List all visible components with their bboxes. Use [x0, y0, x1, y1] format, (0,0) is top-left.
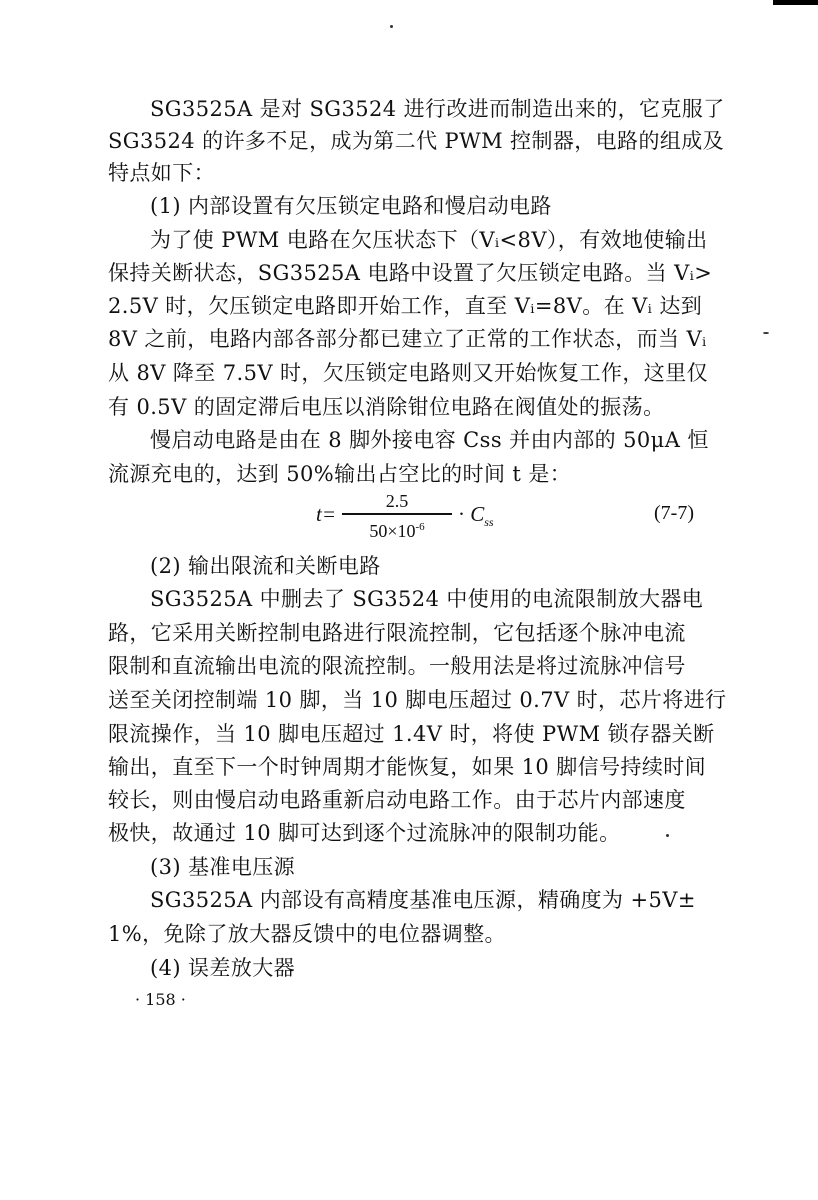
equation-fraction — [342, 490, 452, 542]
equation-variable: t — [316, 502, 322, 526]
paragraph-line: SG3525A 是对 SG3524 进行改进而制造出来的，它克服了 — [150, 97, 725, 121]
paragraph-line: 极快，故通过 10 脚可达到逐个过流脉冲的限制功能。 — [108, 821, 621, 845]
section-heading-4: (4) 误差放大器 — [150, 956, 296, 980]
paragraph-line: SG3525A 内部设有高精度基准电压源，精确度为 +5V± — [150, 888, 696, 912]
scan-speck — [763, 332, 769, 334]
paragraph-line: SG3524 的许多不足，成为第二代 PWM 控制器，电路的组成及 — [108, 129, 725, 153]
paragraph-line: 从 8V 降至 7.5V 时，欠压锁定电路则又开始恢复工作，这里仅 — [108, 361, 708, 385]
paragraph-line: 较长，则由慢启动电路重新启动电路工作。由于芯片内部速度 — [108, 788, 686, 812]
paragraph-line: 限流操作，当 10 脚电压超过 1.4V 时，将使 PWM 锁存器关断 — [108, 722, 715, 746]
scan-corner-mark — [773, 0, 818, 5]
paragraph-line: 2.5V 时，欠压锁定电路即开始工作，直至 Vᵢ=8V。在 Vᵢ 达到 — [108, 294, 703, 318]
paragraph-line: 送至关闭控制端 10 脚，当 10 脚电压超过 0.7V 时，芯片将进行 — [108, 688, 727, 712]
paragraph-line: 限制和直流输出电流的限流控制。一般用法是将过流脉冲信号 — [108, 654, 686, 678]
paragraph-line: 输出，直至下一个时钟周期才能恢复，如果 10 脚信号持续时间 — [108, 755, 707, 779]
equation-exponent: -6 — [415, 520, 425, 533]
section-heading-1: (1) 内部设置有欠压锁定电路和慢启动电路 — [150, 194, 552, 218]
equation-lhs — [316, 502, 336, 527]
paragraph-line: SG3525A 中删去了 SG3524 中使用的电流限制放大器电 — [150, 587, 704, 611]
paragraph-line: 有 0.5V 的固定滞后电压以消除钳位电路在阀值处的振荡。 — [108, 395, 665, 419]
equation-number: (7-7) — [654, 502, 694, 524]
section-heading-2: (2) 输出限流和关断电路 — [150, 554, 381, 578]
paragraph-line: 为了使 PWM 电路在欠压状态下（Vᵢ<8V），有效地使输出 — [150, 228, 708, 252]
equation-capacitance-subscript: ss — [484, 515, 494, 530]
paragraph-line: 1%，免除了放大器反馈中的电位器调整。 — [108, 922, 506, 946]
equation-denominator — [342, 516, 452, 542]
fraction-bar — [342, 513, 452, 515]
page-number: · 158 · — [135, 990, 186, 1009]
equation-denominator-base: 50×10 — [369, 520, 416, 541]
paragraph-line: 流源充电的，达到 50%输出占空比的时间 t 是： — [108, 462, 572, 486]
paragraph-line: 慢启动电路是由在 8 脚外接电容 Css 并由内部的 50μA 恒 — [150, 428, 709, 452]
equation-equals: = — [321, 502, 337, 526]
equation-7-7 — [316, 490, 696, 540]
equation-capacitance: C — [470, 502, 485, 526]
equation-rhs — [458, 502, 494, 530]
section-heading-3: (3) 基准电压源 — [150, 855, 296, 879]
equation-numerator: 2.5 — [385, 491, 409, 511]
paragraph-line: 保持关断状态，SG3525A 电路中设置了欠压锁定电路。当 Vᵢ> — [108, 261, 713, 285]
equation-dot: · — [458, 502, 465, 526]
paragraph-line: 特点如下： — [108, 161, 215, 185]
paragraph-line: 路，它采用关断控制电路进行限流控制，它包括逐个脉冲电流 — [108, 621, 686, 645]
paragraph-line: 8V 之前，电路内部各部分都已建立了正常的工作状态，而当 Vᵢ — [108, 327, 707, 351]
scan-speck — [390, 25, 393, 28]
